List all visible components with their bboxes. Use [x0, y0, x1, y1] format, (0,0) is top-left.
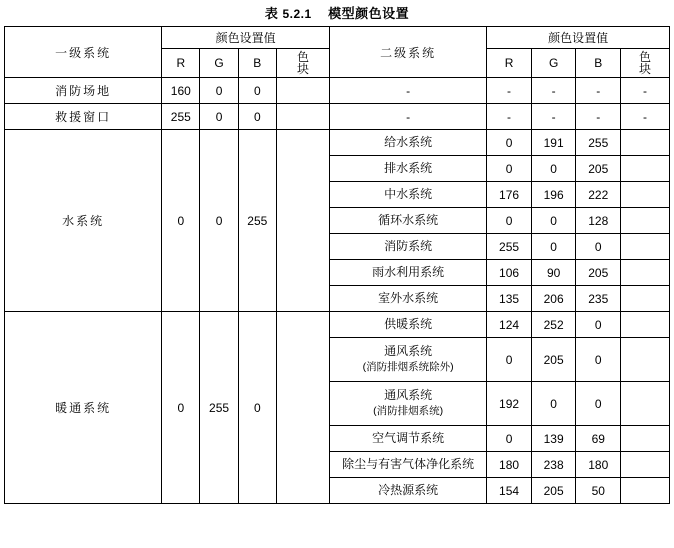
level1-b: 0 [238, 312, 276, 504]
level2-swatch: - [621, 78, 670, 104]
level2-g: 196 [531, 182, 576, 208]
level2-g: 0 [531, 156, 576, 182]
level2-system-name: 空气调节系统 [330, 426, 487, 452]
level2-b: 0 [576, 234, 621, 260]
level2-r: 106 [487, 260, 532, 286]
level2-b: 235 [576, 286, 621, 312]
level2-b: - [576, 104, 621, 130]
level2-g: 0 [531, 382, 576, 426]
header-color-settings-left: 颜色设置值 [162, 27, 330, 49]
level2-g: 191 [531, 130, 576, 156]
level1-swatch [276, 104, 329, 130]
level2-b: 128 [576, 208, 621, 234]
level2-b: - [576, 78, 621, 104]
level2-b: 69 [576, 426, 621, 452]
level2-r: 255 [487, 234, 532, 260]
level2-swatch [621, 130, 670, 156]
level1-system-name: 水系统 [5, 130, 162, 312]
level2-system-name-line2: (消防排烟系统除外) [362, 361, 454, 373]
header-level1-system: 一级系统 [5, 27, 162, 78]
level2-system-name: 中水系统 [330, 182, 487, 208]
level2-swatch [621, 182, 670, 208]
color-settings-table [4, 26, 670, 504]
level2-b: 180 [576, 452, 621, 478]
level2-b: 205 [576, 156, 621, 182]
header-r-right: R [487, 49, 532, 78]
level2-system-name [330, 382, 487, 426]
level2-g: 139 [531, 426, 576, 452]
level2-system-name: 冷热源系统 [330, 478, 487, 504]
level2-system-name-line1: 通风系统 [384, 344, 433, 358]
level2-swatch [621, 156, 670, 182]
level2-system-name: 消防系统 [330, 234, 487, 260]
level1-r: 160 [162, 78, 200, 104]
level2-r: 154 [487, 478, 532, 504]
level2-g: 90 [531, 260, 576, 286]
level2-r: 135 [487, 286, 532, 312]
level2-system-name: 供暖系统 [330, 312, 487, 338]
level1-g: 0 [200, 78, 238, 104]
level2-swatch [621, 208, 670, 234]
level2-system-name: - [330, 104, 487, 130]
level2-system-name: 雨水利用系统 [330, 260, 487, 286]
level1-g: 255 [200, 312, 238, 504]
level2-r: 180 [487, 452, 532, 478]
header-color-settings-right: 颜色设置值 [487, 27, 670, 49]
level2-swatch [621, 260, 670, 286]
table-caption [0, 0, 674, 26]
level1-b: 0 [238, 78, 276, 104]
level2-system-name: 循环水系统 [330, 208, 487, 234]
header-swatch-left: 色 块 [276, 49, 329, 78]
level1-r: 0 [162, 130, 200, 312]
header-b-right: B [576, 49, 621, 78]
level2-b: 0 [576, 338, 621, 382]
level2-system-name: 除尘与有害气体净化系统 [330, 452, 487, 478]
level2-system-name: 给水系统 [330, 130, 487, 156]
level2-g: 206 [531, 286, 576, 312]
level2-r: 0 [487, 130, 532, 156]
table-row [5, 104, 670, 130]
level1-r: 0 [162, 312, 200, 504]
level2-swatch [621, 234, 670, 260]
header-g-right: G [531, 49, 576, 78]
level2-g: 0 [531, 208, 576, 234]
caption-number: 5.2.1 [282, 7, 312, 21]
level2-g: - [531, 104, 576, 130]
level2-swatch [621, 478, 670, 504]
level2-g: 0 [531, 234, 576, 260]
level2-r: 124 [487, 312, 532, 338]
level2-system-name: - [330, 78, 487, 104]
level2-r: 0 [487, 208, 532, 234]
level2-g: 205 [531, 478, 576, 504]
level2-b: 255 [576, 130, 621, 156]
level1-g: 0 [200, 104, 238, 130]
caption-label: 表 [264, 6, 279, 21]
level2-system-name: 室外水系统 [330, 286, 487, 312]
header-swatch-right: 色 块 [621, 49, 670, 78]
level2-b: 205 [576, 260, 621, 286]
level2-r: - [487, 78, 532, 104]
level2-g: 205 [531, 338, 576, 382]
level1-b: 0 [238, 104, 276, 130]
level1-swatch [276, 130, 329, 312]
header-g-left: G [200, 49, 238, 78]
header-level2-system: 二级系统 [330, 27, 487, 78]
level2-system-name-line2: (消防排烟系统) [373, 405, 444, 417]
level2-r: 0 [487, 426, 532, 452]
level2-g: 238 [531, 452, 576, 478]
level1-system-name: 救援窗口 [5, 104, 162, 130]
level2-b: 0 [576, 312, 621, 338]
level2-b: 50 [576, 478, 621, 504]
caption-title: 模型颜色设置 [328, 6, 410, 21]
level2-swatch [621, 312, 670, 338]
level2-r: 176 [487, 182, 532, 208]
level1-b: 255 [238, 130, 276, 312]
level2-system-name-line1: 通风系统 [384, 388, 433, 402]
level2-swatch [621, 338, 670, 382]
level2-b: 0 [576, 382, 621, 426]
level2-r: 0 [487, 338, 532, 382]
level2-r: 192 [487, 382, 532, 426]
table-body [5, 78, 670, 504]
level2-swatch [621, 382, 670, 426]
level2-r: 0 [487, 156, 532, 182]
level1-swatch [276, 78, 329, 104]
level1-system-name: 消防场地 [5, 78, 162, 104]
level1-r: 255 [162, 104, 200, 130]
level2-swatch: - [621, 104, 670, 130]
level2-g: 252 [531, 312, 576, 338]
level2-swatch [621, 452, 670, 478]
level2-system-name: 排水系统 [330, 156, 487, 182]
table-row [5, 312, 670, 338]
level1-swatch [276, 312, 329, 504]
table-row [5, 130, 670, 156]
level1-system-name: 暖通系统 [5, 312, 162, 504]
level2-g: - [531, 78, 576, 104]
level1-g: 0 [200, 130, 238, 312]
header-b-left: B [238, 49, 276, 78]
level2-swatch [621, 426, 670, 452]
level2-swatch [621, 286, 670, 312]
table-row [5, 78, 670, 104]
level2-r: - [487, 104, 532, 130]
level2-system-name [330, 338, 487, 382]
level2-b: 222 [576, 182, 621, 208]
header-r-left: R [162, 49, 200, 78]
